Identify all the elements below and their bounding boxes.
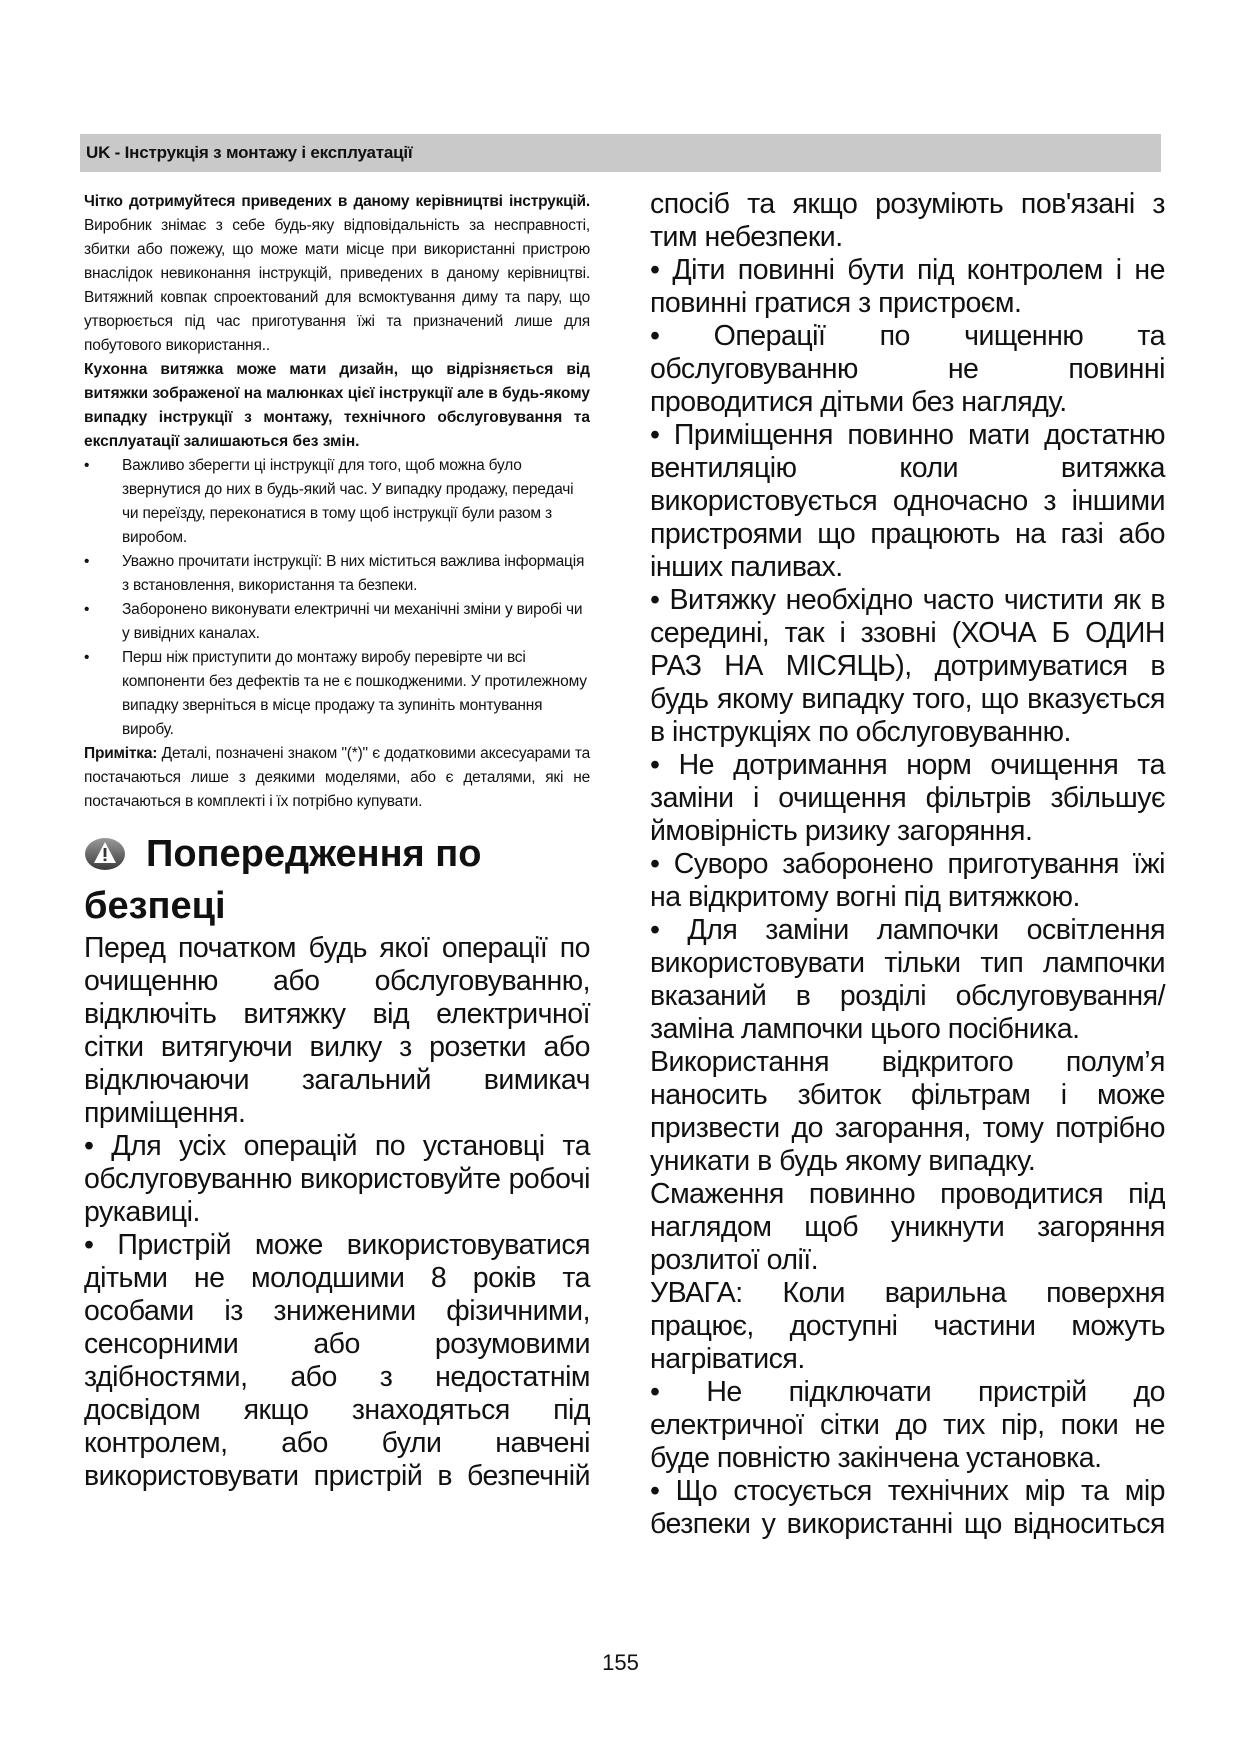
section-title-line-2: безпеці bbox=[84, 885, 226, 927]
list-item: • Заборонено виконувати електричні чи механічні зміни у виробі чи у вивідних каналах. bbox=[84, 601, 583, 642]
safety-p1: Перед початком будь якої операції по очищенню або обслуговуванню, відключіть витяжку від електричної сітки витягуючи вилку з розетки або відключаючи загальний вимикач приміщення. bbox=[84, 932, 590, 1129]
design-note: Кухонна витяжка може мати дизайн, що відрізняється від витяжки зображеної на малюнках цієї інструкції але в будь-якому випадку інструкції з монтажу, технічного обслуговування та експлуатації залишаються без змін. bbox=[84, 361, 590, 450]
header-title: UK - Інструкція з монтажу і експлуатації bbox=[86, 143, 413, 162]
list-item: • Уважно прочитати інструкції: В них міститься важлива інформація з встановлення, використання та безпеки. bbox=[84, 553, 585, 594]
list-item-text: Перш ніж приступити до монтажу виробу перевірте чи всі компоненти без дефектів та не є пошкодженими. У протилежному випадку зверніться в місце продажу та зупиніть монтування виробу. bbox=[122, 649, 587, 738]
left-column bbox=[84, 190, 590, 1493]
list-item: • Перш ніж приступити до монтажу виробу перевірте чи всі компоненти без дефектів та не є пошкодженими. У протилежному випадку зверніться в місце продажу та зупиніть монтування виробу. bbox=[84, 649, 587, 738]
safety-r12: • Не підключати пристрій до електричної сітки до тих пір, поки не буде повністю закінчена установка. bbox=[650, 1376, 1165, 1474]
safety-r10: Смаження повинно проводитися під наглядом щоб уникнути загоряння розлитої олії. bbox=[650, 1178, 1165, 1276]
note-label: Примітка: bbox=[84, 745, 158, 762]
right-column bbox=[650, 188, 1165, 1541]
intro-paragraph bbox=[84, 190, 590, 358]
safety-r3: • Операції по чищенню та обслуговуванню не повинні проводитися дітьми без нагляду. bbox=[650, 320, 1165, 418]
intro-bold: Чітко дотримуйтеся приведених в даному керівництві інструкцій. bbox=[84, 193, 590, 210]
safety-section-title bbox=[84, 828, 590, 932]
list-item-text: Заборонено виконувати електричні чи механічні зміни у виробі чи у вивідних каналах. bbox=[122, 601, 583, 642]
header-bar bbox=[80, 134, 1161, 172]
list-item-text: Уважно прочитати інструкції: В них міститься важлива інформація з встановлення, використання та безпеки. bbox=[122, 553, 585, 594]
list-item: • Важливо зберегти ці інструкції для того, щоб можна було звернутися до них в будь-який час. У випадку продажу, передачі чи переїзду, переконатися в тому щоб інструкції були разом з виробом. bbox=[84, 457, 574, 546]
page-number: 155 bbox=[602, 1650, 639, 1675]
safety-r9: Використання відкритого полум’я наносить збиток фільтрам і може призвести до загорання, тому потрібно уникати в будь якому випадку. bbox=[650, 1046, 1165, 1177]
safety-r7: • Суворо заборонено приготування їжі на відкритому вогні під витяжкою. bbox=[650, 848, 1165, 913]
safety-r8: • Для заміни лампочки освітлення використовувати тільки тип лампочки вказаний в розділі обслуговування/заміна лампочки цього посібника. bbox=[650, 914, 1165, 1045]
safety-r4: • Приміщення повинно мати достатню вентиляцію коли витяжка використовується одночасно з іншими пристроями що працюють на газі або інших паливах. bbox=[650, 419, 1165, 583]
safety-p2: • Для усіх операцій по установці та обслуговуванню використовуйте робочі рукавиці. bbox=[84, 1130, 590, 1228]
instruction-bullets bbox=[84, 454, 590, 742]
safety-r5: • Витяжку необхідно часто чистити як в середині, так і ззовні (ХОЧА Б ОДИН РАЗ НА МІСЯЦЬ), дотримуватися в будь якому випадку того, що вказується в інструкціях по обслуговуванню. bbox=[650, 584, 1165, 748]
safety-r1: спосіб та якщо розуміють пов'язані з тим небезпеки. bbox=[650, 188, 1165, 253]
list-item-text: Важливо зберегти ці інструкції для того, щоб можна було звернутися до них в будь-який час. У випадку продажу, передачі чи переїзду, переконатися в тому щоб інструкції були разом з виробом. bbox=[122, 457, 574, 546]
safety-r11: УВАГА: Коли варильна поверхня працює, доступні частини можуть нагріватися. bbox=[650, 1277, 1165, 1375]
safety-p3: • Пристрій може використовуватися дітьми не молодшими 8 років та особами із зниженими фізичними, сенсорними або розумовими здібностями, або з недостатнім досвідом якщо знаходяться під контролем, або були навчені використовувати пристрій в безпечній bbox=[84, 1229, 590, 1492]
safety-r6: • Не дотримання норм очищення та заміни і очищення фільтрів збільшує ймовірність ризику загоряння. bbox=[650, 749, 1165, 847]
intro-text: Виробник знімає з себе будь-яку відповідальність за несправності, збитки або пожежу, що може мати місце при використанні пристрою внаслідок невиконання інструкцій, приведених в даному керівництві. Витяжний ковпак спроектований для всмоктування диму та пару, що утворюється під час приготування їжі та призначений лише для побутового використання.. bbox=[84, 217, 590, 354]
safety-r13: • Що стосується технічних мір та мір безпеки у використанні що відноситься bbox=[650, 1475, 1165, 1540]
warning-icon bbox=[84, 836, 126, 872]
note-paragraph bbox=[84, 742, 590, 814]
safety-r2: • Діти повинні бути під контролем і не повинні гратися з пристроєм. bbox=[650, 254, 1165, 319]
note-text: Деталі, позначені знаком "(*)" є додатковими аксесуарами та постачаються лише з деякими моделями, або є деталями, які не постачаються в комплекті і їх потрібно купувати. bbox=[84, 745, 590, 810]
section-title-line-1: Попередження по bbox=[146, 833, 482, 875]
